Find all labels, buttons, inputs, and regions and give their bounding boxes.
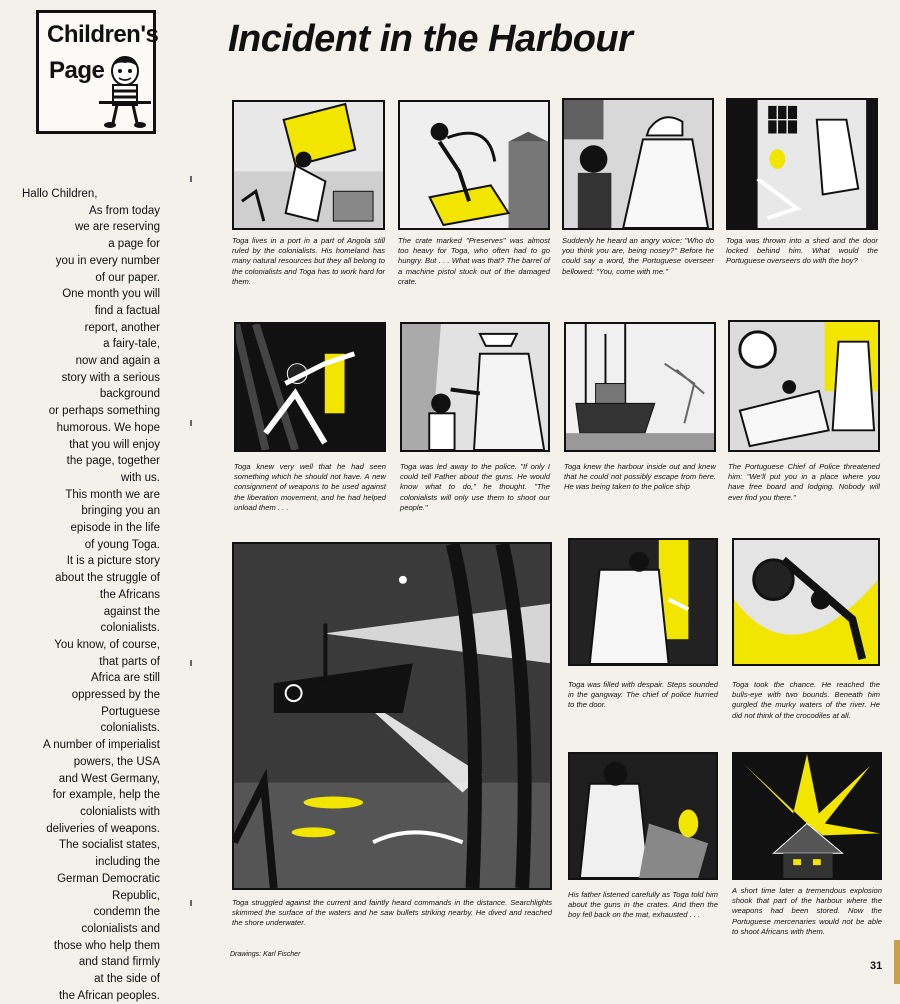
story-title: Incident in the Harbour xyxy=(228,18,633,60)
intro-line: those who help them xyxy=(53,939,160,952)
intro-line: background xyxy=(99,388,160,401)
intro-line: a fairy-tale, xyxy=(103,338,160,351)
comic-panel-10 xyxy=(568,538,718,666)
panel-caption-13: A short time later a tremendous explosion shook that part of the harbour where the weapons had been stored. Now the Portuguese mercenaries would not be able to shoot Africans with them. xyxy=(732,886,882,936)
comic-panel-8 xyxy=(728,320,880,452)
page-edge xyxy=(894,940,900,984)
comic-panel-4 xyxy=(726,98,878,230)
intro-line: oppressed by the xyxy=(71,689,160,702)
intro-line: condemn the xyxy=(93,906,160,919)
intro-line: Republic, xyxy=(112,889,160,902)
intro-line: One month you will xyxy=(62,288,160,301)
intro-line: and West Germany, xyxy=(58,772,160,785)
panel-caption-4: Toga was thrown into a shed and the door locked behind him. What would the Portuguese overseers do with the boy? xyxy=(726,236,878,266)
comic-panel-11 xyxy=(732,538,880,666)
intro-line: now and again a xyxy=(75,355,160,368)
panel-caption-1: Toga lives in a port in a part of Angola still ruled by the colonialists. His homeland has many natural resources but they all belong to the colonialists and Toga has to work hard for them. xyxy=(232,236,385,286)
comic-panel-5 xyxy=(234,322,386,452)
intro-line: the Africans xyxy=(99,588,160,601)
intro-line: the African peoples. xyxy=(58,989,160,1002)
intro-line: humorous. We hope xyxy=(56,421,160,434)
panel-caption-12: His father listened carefully as Toga told him about the guns in the crates. And then the boy fell back on the mat, exhausted . . . xyxy=(568,890,718,920)
intro-line: German Democratic xyxy=(57,872,160,885)
intro-greeting: Hallo Children, xyxy=(22,188,98,200)
panel-caption-11: Toga took the chance. He reached the bulls-eye with two bounds. Beneath him gurgled the murky waters of the river. He did not think of the crocodiles at all. xyxy=(732,680,880,720)
intro-line: It is a picture story xyxy=(66,555,160,568)
cartoon-boy-icon xyxy=(97,53,153,133)
intro-line: Portuguese xyxy=(101,705,160,718)
panel-caption-7: Toga knew the harbour inside out and knew that he could not possibly escape from here. He was being taken to the police ship xyxy=(564,462,716,492)
comic-panel-13-explosion xyxy=(732,752,882,880)
intro-line: for example, help the xyxy=(52,789,160,802)
margin-mark xyxy=(190,900,192,906)
intro-line: that you will enjoy xyxy=(69,438,160,451)
intro-line: of young Toga. xyxy=(84,538,160,551)
comic-panel-2 xyxy=(398,100,550,230)
margin-mark xyxy=(190,176,192,182)
intro-line: As from today xyxy=(89,204,160,217)
intro-line: A number of imperialist xyxy=(43,739,160,752)
intro-line: story with a serious xyxy=(61,371,160,384)
comic-panel-9-night-harbour xyxy=(232,542,552,890)
intro-line: find a factual xyxy=(94,304,160,317)
intro-line: we are reserving xyxy=(74,221,160,234)
intro-line: the page, together xyxy=(66,455,160,468)
intro-line: This month we are xyxy=(65,488,160,501)
intro-line: at the side of xyxy=(94,973,160,986)
panel-caption-5: Toga knew very well that he had seen something which he should not have. A new consignment of weapons to be used against the liberation movement, and he had helped unload them . . . xyxy=(234,462,386,512)
intro-line: powers, the USA xyxy=(73,755,160,768)
margin-mark xyxy=(190,420,192,426)
intro-line: that parts of xyxy=(99,655,160,668)
margin-mark xyxy=(190,660,192,666)
panel-caption-9: Toga struggled against the current and faintly heard commands in the distance. Searchlights skimmed the surface of the waters and he saw bullets striking nearby. He dived and reached the shore underwater. xyxy=(232,898,552,928)
intro-line: colonialists with xyxy=(80,806,160,818)
intro-line: a page for xyxy=(108,238,160,251)
intro-line: or perhaps something xyxy=(48,405,160,418)
intro-body xyxy=(0,203,160,1004)
panel-caption-8: The Portuguese Chief of Police threatened him: "We'll put you in a place where you have free board and lodging. Nobody will ever find you there." xyxy=(728,462,880,502)
comic-panel-7 xyxy=(564,322,716,452)
masthead-word-page: Page xyxy=(49,57,105,84)
intro-line: colonialists and xyxy=(81,922,160,935)
page-number: 31 xyxy=(870,960,883,972)
intro-line: against the xyxy=(103,605,160,618)
intro-line: You know, of course, xyxy=(54,638,160,651)
comic-panel-6 xyxy=(400,322,550,452)
intro-line: report, another xyxy=(84,321,160,334)
intro-line: deliveries of weapons. xyxy=(46,822,160,835)
intro-line: colonialists. xyxy=(100,622,160,635)
comic-panel-1 xyxy=(232,100,385,230)
panel-caption-6: Toga was led away to the police. "If only I could tell Father about the guns. He would know what to do," he thought. "The colonialists will only use them to shoot our people." xyxy=(400,462,550,512)
panel-caption-3: Suddenly he heard an angry voice: "Who do you think you are, being nosey?" Before he could say a word, the Portuguese overseer bellowed: "You, come with me." xyxy=(562,236,714,276)
intro-line: of our paper. xyxy=(95,271,160,284)
intro-line: with us. xyxy=(121,471,160,484)
intro-line: and stand firmly xyxy=(78,956,160,969)
panel-caption-2: The crate marked "Preserves" was almost too heavy for Toga, who often had to go hungry. But . . . What was that? The barrel of a machine pistol stuck out of the damaged crate. xyxy=(398,236,550,286)
intro-line: Africa are still xyxy=(90,672,160,685)
intro-line: The socialist states, xyxy=(59,839,160,852)
intro-line: episode in the life xyxy=(70,522,160,535)
comic-panel-3 xyxy=(562,98,714,230)
intro-line: including the xyxy=(95,856,160,869)
panel-caption-10: Toga was filled with despair. Steps sounded in the gangway. The chief of police hurried to the door. xyxy=(568,680,718,710)
childrens-page-masthead xyxy=(36,10,159,134)
intro-line: colonialists. xyxy=(100,722,160,735)
intro-line: about the struggle of xyxy=(55,572,160,585)
intro-line: bringing you an xyxy=(81,505,160,518)
intro-line: you in every number xyxy=(55,254,160,267)
masthead-word-childrens: Children's xyxy=(47,21,159,48)
illustrator-credit: Drawings: Karl Fischer xyxy=(230,951,301,958)
comic-panel-12 xyxy=(568,752,718,880)
